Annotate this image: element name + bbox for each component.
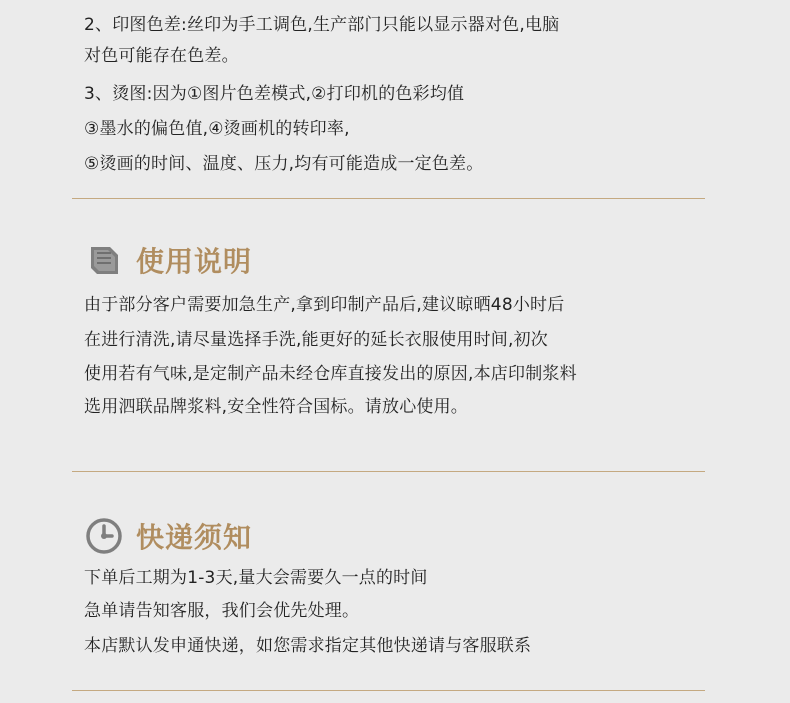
shipping-line-1: 下单后工期为1-3天,量大会需要久一点的时间 xyxy=(84,568,428,588)
divider-1 xyxy=(72,198,705,199)
usage-line-3: 使用若有气味,是定制产品未经仓库直接发出的原因,本店印制浆料 xyxy=(84,364,577,384)
divider-3 xyxy=(72,690,705,691)
divider-2 xyxy=(72,471,705,472)
usage-section-title: 使用说明 xyxy=(136,245,253,278)
usage-line-1: 由于部分客户需要加急生产,拿到印制产品后,建议晾晒48小时后 xyxy=(84,295,565,315)
text-line-3: 3、烫图:因为①图片色差模式,②打印机的色彩均值 xyxy=(84,84,465,104)
shipping-line-2: 急单请告知客服，我们会优先处理。 xyxy=(84,601,360,621)
clock-icon xyxy=(84,516,124,556)
usage-line-4: 选用泗联品牌浆料,安全性符合国标。请放心使用。 xyxy=(84,397,469,417)
shipping-line-3: 本店默认发申通快递，如您需求指定其他快递请与客服联系 xyxy=(84,636,532,656)
text-line-5: ⑤烫画的时间、温度、压力,均有可能造成一定色差。 xyxy=(84,154,484,174)
book-icon xyxy=(84,240,124,280)
usage-line-2: 在进行清洗,请尽量选择手洗,能更好的延长衣服使用时间,初次 xyxy=(84,330,549,350)
usage-section-header xyxy=(84,240,252,280)
text-line-1: 2、印图色差:丝印为手工调色,生产部门只能以显示器对色,电脑 xyxy=(84,15,560,35)
text-line-4: ③墨水的偏色值,④烫画机的转印率, xyxy=(84,119,350,139)
text-line-2: 对色可能存在色差。 xyxy=(84,46,239,66)
shipping-section-title: 快递须知 xyxy=(136,521,253,554)
shipping-section-header xyxy=(84,516,252,556)
